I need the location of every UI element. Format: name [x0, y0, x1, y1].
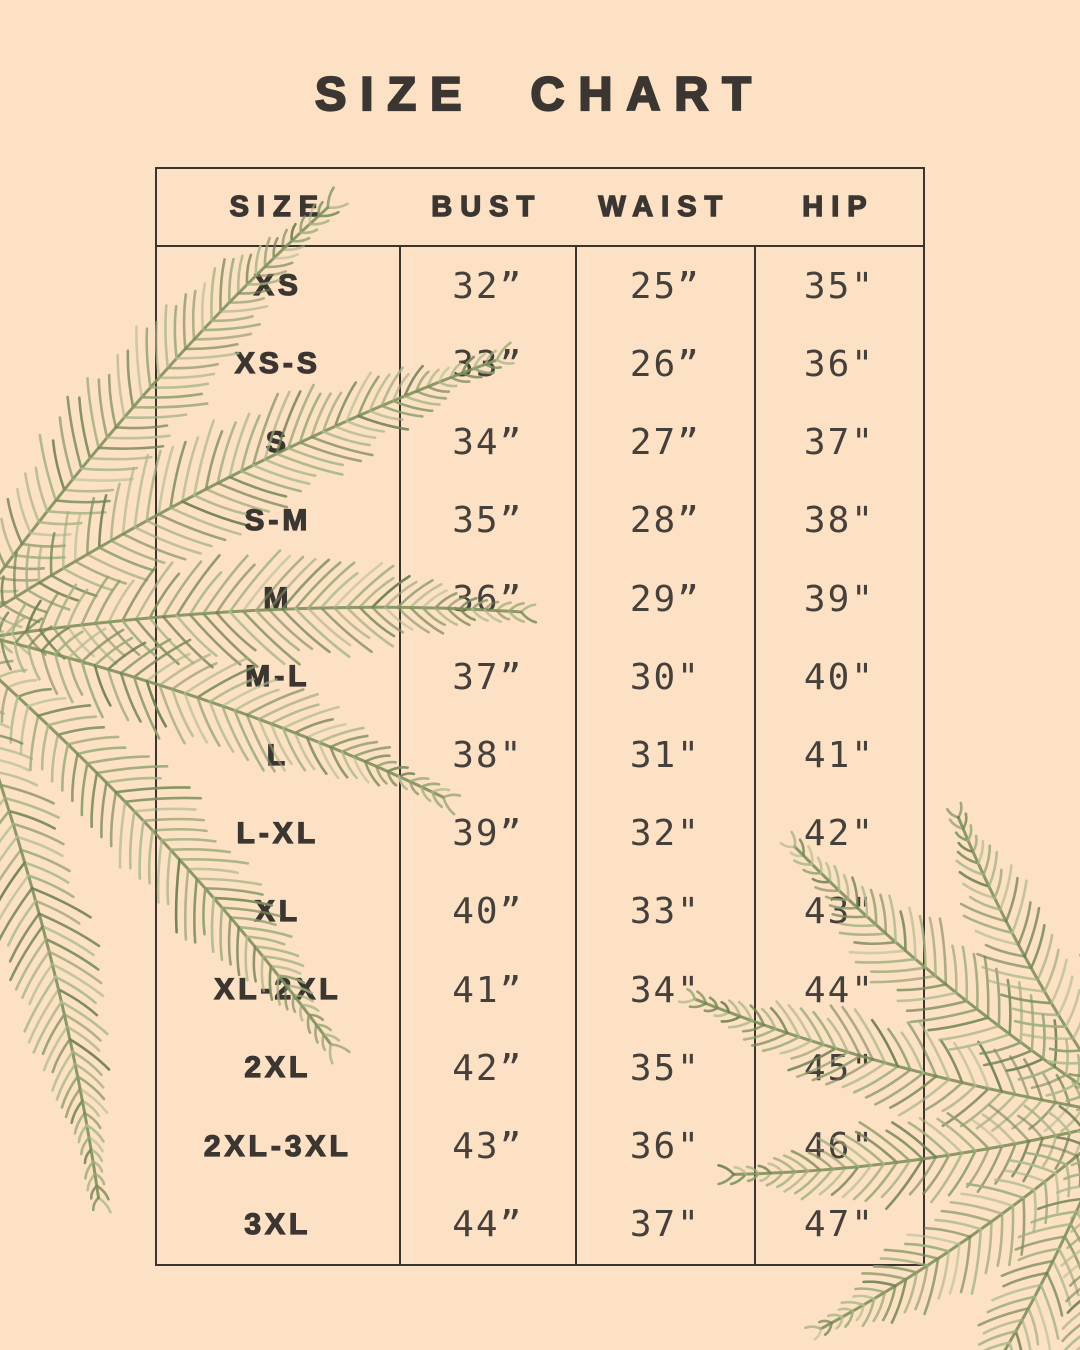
column-header-size: SIZE — [229, 190, 327, 223]
column-header-hip: HIP — [802, 190, 875, 223]
table-body — [157, 247, 923, 1264]
waist-value: 33" — [575, 873, 754, 951]
table-row — [157, 951, 923, 1029]
bust-value: 44” — [399, 1186, 575, 1264]
waist-value: 29” — [575, 560, 754, 638]
bust-value: 42” — [399, 1029, 575, 1107]
size-label: S-M — [244, 503, 312, 537]
waist-value: 37" — [575, 1186, 754, 1264]
bust-value: 39” — [399, 795, 575, 873]
bust-value: 41” — [399, 951, 575, 1029]
hip-value: 40" — [754, 638, 923, 716]
hip-value: 35" — [754, 247, 923, 325]
hip-value: 44" — [754, 951, 923, 1029]
size-label: XS-S — [234, 347, 321, 381]
table-row — [157, 795, 923, 873]
size-label: 3XL — [244, 1207, 312, 1241]
table-row — [157, 1108, 923, 1186]
bust-value: 38" — [399, 716, 575, 794]
size-chart-table — [155, 167, 925, 1266]
table-row — [157, 1029, 923, 1107]
waist-value: 25” — [575, 247, 754, 325]
page-title: SIZE CHART — [315, 67, 765, 120]
waist-value: 32" — [575, 795, 754, 873]
hip-value: 36" — [754, 325, 923, 403]
size-label: M-L — [245, 660, 311, 694]
waist-value: 30" — [575, 638, 754, 716]
size-label: S — [265, 425, 290, 459]
column-header-bust: BUST — [431, 190, 543, 223]
size-label: M — [263, 582, 293, 616]
table-header-row — [157, 169, 923, 247]
bust-value: 43” — [399, 1108, 575, 1186]
size-label: 2XL — [244, 1051, 312, 1085]
bust-value: 37” — [399, 638, 575, 716]
size-label: XL-2XL — [214, 973, 342, 1007]
hip-value: 45" — [754, 1029, 923, 1107]
size-label: L — [266, 738, 290, 772]
bust-value: 40” — [399, 873, 575, 951]
waist-value: 36" — [575, 1108, 754, 1186]
table-row — [157, 247, 923, 325]
waist-value: 35" — [575, 1029, 754, 1107]
table-row — [157, 1186, 923, 1264]
table-row — [157, 638, 923, 716]
waist-value: 31" — [575, 716, 754, 794]
waist-value: 28” — [575, 482, 754, 560]
hip-value: 39" — [754, 560, 923, 638]
table-row — [157, 325, 923, 403]
hip-value: 38" — [754, 482, 923, 560]
table-row — [157, 716, 923, 794]
hip-value: 43" — [754, 873, 923, 951]
size-label: XL — [254, 894, 302, 928]
bust-value: 32” — [399, 247, 575, 325]
size-label: L-XL — [236, 816, 320, 850]
table-row — [157, 403, 923, 481]
bust-value: 33” — [399, 325, 575, 403]
hip-value: 47" — [754, 1186, 923, 1264]
column-header-waist: WAIST — [598, 190, 731, 223]
hip-value: 42" — [754, 795, 923, 873]
size-label: 2XL-3XL — [203, 1129, 352, 1163]
bust-value: 36” — [399, 560, 575, 638]
waist-value: 26” — [575, 325, 754, 403]
bust-value: 35” — [399, 482, 575, 560]
table-row — [157, 560, 923, 638]
hip-value: 41" — [754, 716, 923, 794]
bust-value: 34” — [399, 403, 575, 481]
waist-value: 34" — [575, 951, 754, 1029]
hip-value: 46" — [754, 1108, 923, 1186]
table-row — [157, 873, 923, 951]
hip-value: 37" — [754, 403, 923, 481]
size-label: XS — [253, 269, 302, 303]
table-row — [157, 482, 923, 560]
waist-value: 27” — [575, 403, 754, 481]
